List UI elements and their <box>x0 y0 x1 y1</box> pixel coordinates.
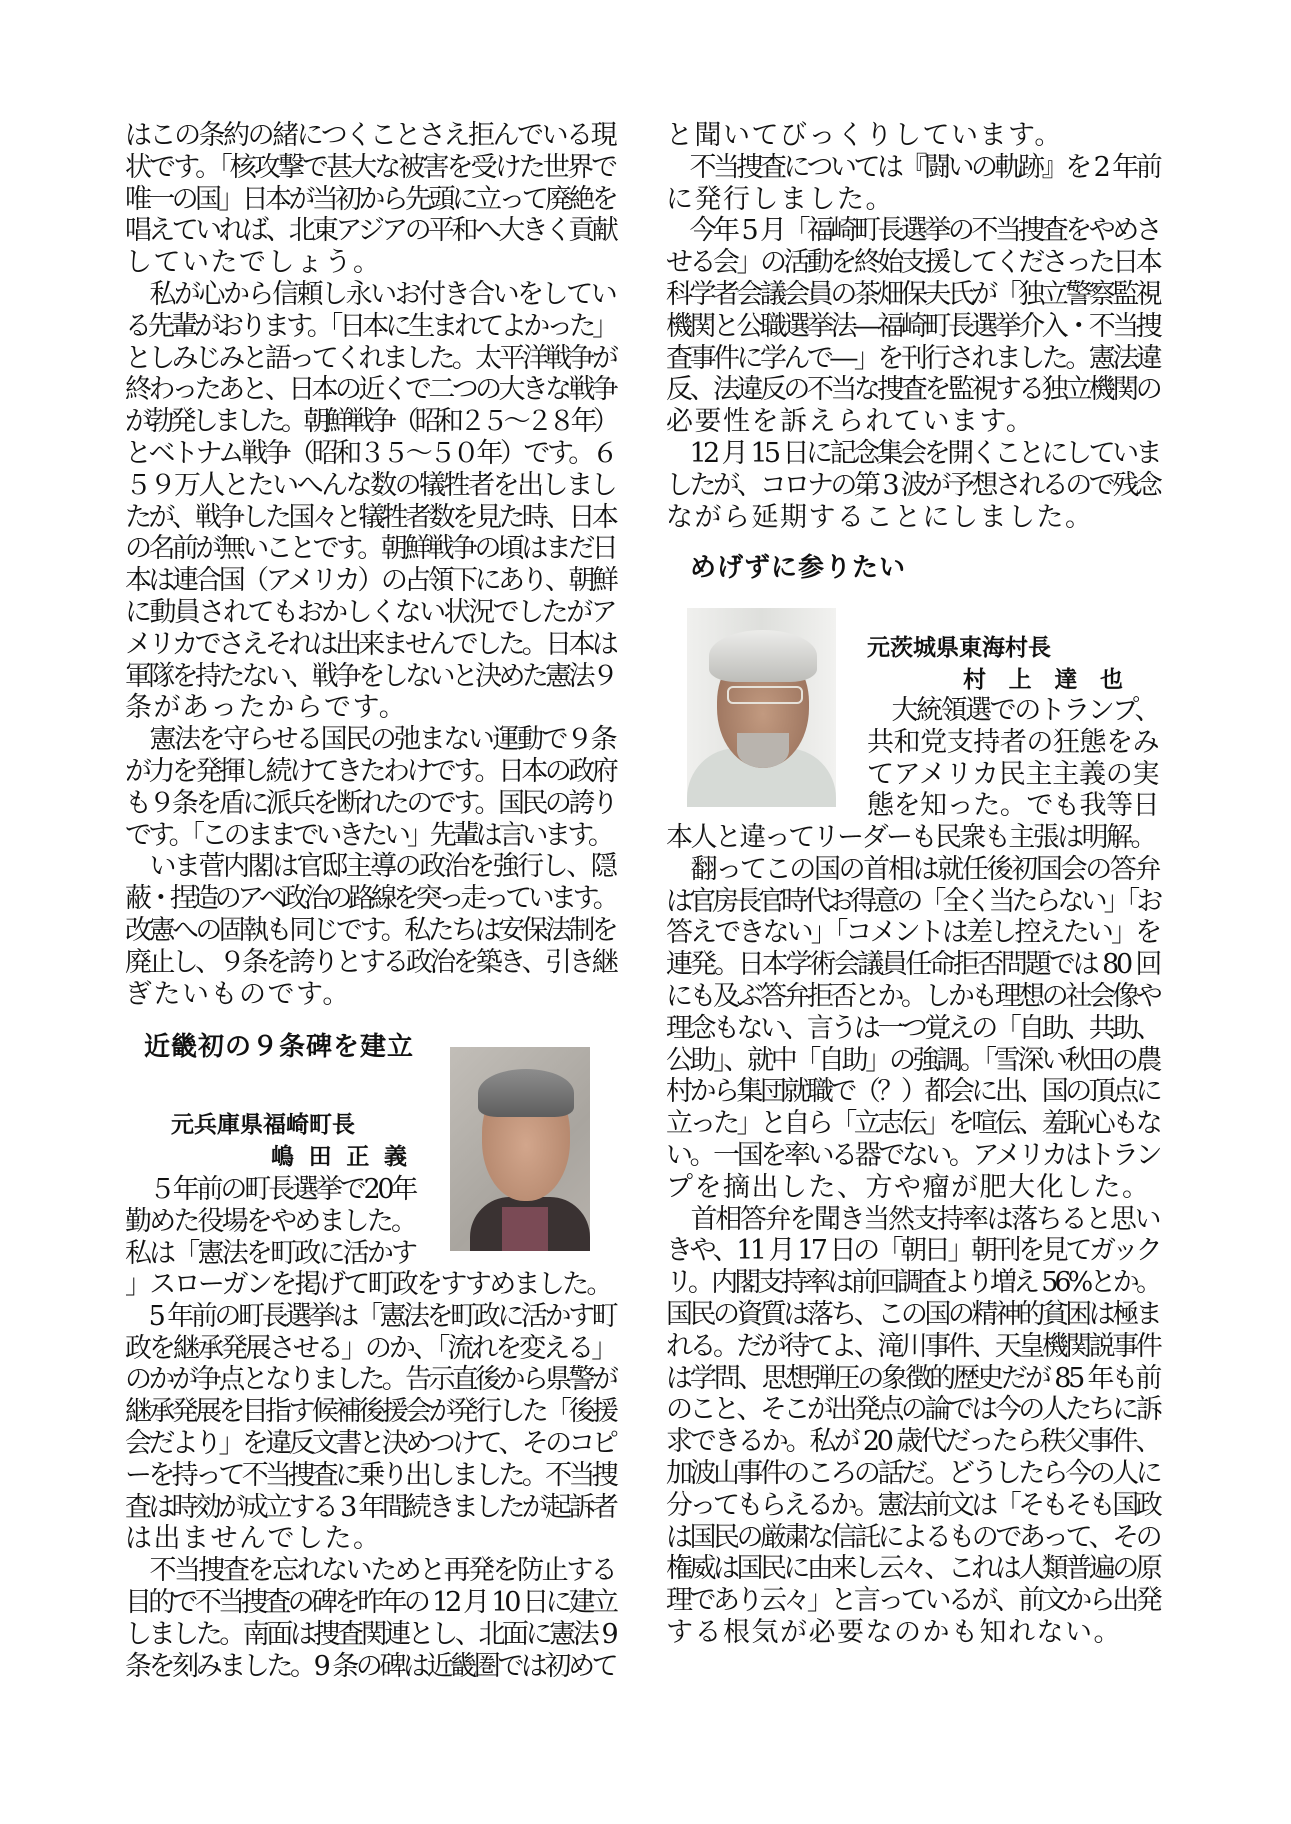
text-line: 査は時効が成立する 3 年間続きましたが起訴者 <box>125 1491 615 1523</box>
hair <box>709 630 817 682</box>
text-line: としみじみと語ってくれました。太平洋戦争が <box>125 342 615 374</box>
paragraph <box>125 279 615 724</box>
paragraph <box>666 1204 1159 1649</box>
text-line: プを摘出した、方や瘤が肥大化した。 <box>666 1171 1151 1203</box>
text-line: は学問、思想弾圧の象徴的歴史だが 85 年も前 <box>666 1362 1159 1394</box>
beard <box>737 733 789 768</box>
text-line: れる。だが待てよ、滝川事件、天皇機関説事件 <box>666 1330 1159 1362</box>
text-line: は官房長官時代お得意の「全く当たらない」「お <box>666 885 1159 917</box>
text-line: せる会」の活動を終始支援してくださった日本 <box>666 247 1159 279</box>
text-line: 継承発展を目指す候補後援会が発行した「後援 <box>125 1396 615 1428</box>
paragraph <box>666 215 1159 438</box>
left-column-text <box>125 120 615 1010</box>
text-line: に発行しました。 <box>666 183 894 215</box>
text-line: 条を刻みました。9 条の碑は近畿圏では初めて <box>125 1650 615 1682</box>
name-char: 上 <box>1008 667 1032 693</box>
article2-wrap-text <box>867 695 1159 822</box>
text-line: 唯一の国」日本が当初から先頭に立って廃絶を <box>125 183 615 215</box>
article2-heading: めげずに参りたい <box>690 553 907 583</box>
paragraph <box>125 1301 615 1555</box>
text-line: いま菅内閣は官邸主導の政治を強行し、隠 <box>125 851 615 883</box>
paragraph <box>125 1174 415 1269</box>
text-line: 答えできない」「コメントは差し控えたい」を <box>666 917 1159 949</box>
text-line: 私は「憲法を町政に活かす <box>125 1237 415 1269</box>
article1-author-name <box>271 1142 407 1172</box>
paragraph <box>125 724 615 851</box>
text-line: 村から集団就職で（？）都会に出、国の頂点に <box>666 1076 1159 1108</box>
text-line: 翻ってこの国の首相は就任後初国会の答弁 <box>666 853 1159 885</box>
text-line: ーを持って不当捜査に乗り出しました。不当捜 <box>125 1459 615 1491</box>
text-line: たが、戦争した国々と犠牲者数を見た時、日本 <box>125 501 615 533</box>
article2-author-title: 元茨城県東海村長 <box>867 635 1051 661</box>
text-line: の名前が無いことです。朝鮮戦争の頃はまだ日 <box>125 533 615 565</box>
article1-continued-text <box>125 1555 615 1682</box>
text-line: 蔽・捏造のアベ政治の路線を突っ走っています。 <box>125 883 615 915</box>
text-line: 本は連合国（アメリカ）の占領下にあり、朝鮮 <box>125 565 615 597</box>
right-column-text <box>666 120 1159 533</box>
text-line: ５年前の町長選挙で20年 <box>125 1174 415 1205</box>
text-line: に動員されてもおかしくない状況でしたがア <box>125 596 615 628</box>
text-line: 必要性を訴えられています。 <box>666 406 1035 438</box>
text-line: は国民の厳粛な信託によるものであって、その <box>666 1521 1159 1553</box>
text-line: 理念もない、言うは一つ覚えの「自助、共助、 <box>666 1012 1159 1044</box>
text-line: する根気が必要なのかも知れない。 <box>666 1616 1122 1648</box>
text-line: 会だより」を違反文書と決めつけて、そのコピ <box>125 1427 615 1459</box>
text-line: ５９万人とたいへんな数の犠牲者を出しまし <box>125 469 615 501</box>
text-line: したが、コロナの第 3 波が予想されるので残念 <box>666 469 1159 501</box>
name-char: 田 <box>308 1144 332 1170</box>
text-line: 12 月 15 日に記念集会を開くことにしていま <box>666 437 1159 469</box>
text-line: 連発。日本学術会議員任命拒否問題では 80 回 <box>666 949 1159 981</box>
paragraph <box>666 152 1159 216</box>
text-line: 不当捜査を忘れないためと再発を防止する <box>125 1555 615 1587</box>
name-char: 正 <box>346 1144 370 1170</box>
name-char: 達 <box>1054 667 1078 693</box>
paragraph <box>125 120 615 279</box>
text-line: 態を知った。でも我等日 <box>867 790 1159 822</box>
text-line: ぎたいものです。 <box>125 978 351 1010</box>
text-line: 国民の資質は落ち、この国の精神的貧困は極ま <box>666 1298 1159 1330</box>
article1-wrap-text <box>125 1174 415 1269</box>
text-line: 状です。「核攻撃で甚大な被害を受けた世界で <box>125 151 615 183</box>
text-line: していたでしょう。 <box>125 247 382 279</box>
text-line: が勃発しました。朝鮮戦争（昭和２５～２８年） <box>125 406 615 438</box>
text-line: です。「このままでいきたい」先輩は言います。 <box>125 819 611 851</box>
paragraph <box>666 822 1159 854</box>
name-char: 義 <box>383 1144 407 1170</box>
text-line: 改憲への固執も同じです。私たちは安保法制を <box>125 914 615 946</box>
text-line: 」スローガンを掲げて町政をすすめました。 <box>125 1269 611 1300</box>
article2-author-name <box>963 665 1123 695</box>
text-line: い。一国を率いる器でない。アメリカはトラン <box>666 1139 1159 1171</box>
text-line: のかが争点となりました。告示直後から県警が <box>125 1364 615 1396</box>
text-line: 大統領選でのトランプ、 <box>867 695 1159 726</box>
text-line: きや、11 月 17 日の「朝日」朝刊を見てガック <box>666 1235 1159 1267</box>
text-line: が力を発揮し続けてきたわけです。日本の政府 <box>125 755 615 787</box>
text-line: 理であり云々」と言っているが、前文から出発 <box>666 1585 1159 1617</box>
name-char: 嶋 <box>271 1144 294 1170</box>
text-line: 5 年前の町長選挙は「憲法を町政に活かす町 <box>125 1300 615 1332</box>
text-line: 廃止し、９条を誇りとする政治を築き、引き継 <box>125 946 615 978</box>
text-line: 加波山事件のころの話だ。どうしたら今の人に <box>666 1457 1159 1489</box>
text-line: 立った」と自ら「立志伝」を喧伝、羞恥心もな <box>666 1108 1159 1140</box>
text-line: と聞いてびっくりしています。 <box>666 120 1063 151</box>
text-line: は出ませんでした。 <box>125 1523 382 1555</box>
text-line: 査事件に学んで―」を刊行されました。憲法違 <box>666 342 1159 374</box>
name-char: 也 <box>1099 667 1123 693</box>
text-line: 科学者会議会員の茶畑保夫氏が「独立警察監視 <box>666 278 1159 310</box>
article2-body-text <box>666 822 1159 1649</box>
text-line: る先輩がおります。「日本に生まれてよかった」 <box>125 310 615 342</box>
text-line: 唱えていれば、北東アジアの平和へ大きく貢献 <box>125 215 615 247</box>
article2-author-photo <box>687 608 836 807</box>
article1-author-title: 元兵庫県福崎町長 <box>171 1112 355 1138</box>
text-line: 憲法を守らせる国民の弛まない運動で９条 <box>125 724 615 756</box>
text-line: 権威は国民に由来し云々、これは人類普遍の原 <box>666 1553 1159 1585</box>
paragraph <box>666 854 1159 1204</box>
paragraph <box>125 851 615 1010</box>
article1-author-photo <box>450 1047 590 1251</box>
glasses <box>727 686 803 704</box>
name-char: 村 <box>963 667 986 693</box>
paragraph <box>666 120 1159 152</box>
text-line: 政を継承発展させる」のか、「流れを変える」 <box>125 1332 615 1364</box>
text-line: 機関と公職選挙法―福崎町長選挙介入・不当捜 <box>666 310 1159 342</box>
shirt <box>502 1207 548 1251</box>
paragraph <box>125 1555 615 1682</box>
text-line: 今年 5 月「福崎町長選挙の不当捜査をやめさ <box>666 215 1159 247</box>
text-line: 終わったあと、日本の近くで二つの大きな戦争 <box>125 374 615 406</box>
text-line: 勤めた役場をやめました。 <box>125 1205 415 1237</box>
text-line: 私が心から信頼し永いお付き合いをしてい <box>125 278 615 310</box>
text-line: リ。内閣支持率は前回調査より増え 56%とか。 <box>666 1267 1159 1299</box>
text-line: 条があったからです。 <box>125 692 408 724</box>
text-line: はこの条約の緒につくことさえ拒んでいる現 <box>125 120 615 151</box>
paragraph <box>125 1269 615 1301</box>
text-line: 分ってもらえるか。憲法前文は「そもそも国政 <box>666 1489 1159 1521</box>
text-line: にも及ぶ答弁拒否とか。しかも理想の社会像や <box>666 980 1159 1012</box>
text-line: のこと、そこが出発点の論では今の人たちに訴 <box>666 1394 1159 1426</box>
text-line: 公助」、就中「自助」の強調。「雪深い秋田の農 <box>666 1044 1159 1076</box>
text-line: 反、法違反の不当な捜査を監視する独立機関の <box>666 374 1159 406</box>
text-line: メリカでさえそれは出来ませんでした。日本は <box>125 628 615 660</box>
paragraph <box>666 438 1159 533</box>
text-line: 軍隊を持たない、戦争をしないと決めた憲法９ <box>125 660 615 692</box>
article1-body-text <box>125 1269 615 1555</box>
text-line: しました。南面は捜査関連とし、北面に憲法 9 <box>125 1618 615 1650</box>
hair <box>478 1069 574 1117</box>
text-line: 目的で不当捜査の碑を昨年の 12 月 10 日に建立 <box>125 1586 615 1618</box>
text-line: 求できるか。私が 20 歳代だったら秩父事件、 <box>666 1426 1159 1458</box>
text-line: も９条を盾に派兵を断れたのです。国民の誇り <box>125 787 615 819</box>
article1-heading: 近畿初の９条碑を建立 <box>144 1032 415 1062</box>
text-line: 不当捜査については『闘いの軌跡』を 2 年前 <box>666 151 1159 183</box>
paragraph <box>867 695 1159 822</box>
text-line: ながら延期することにしました。 <box>666 501 1094 533</box>
article1-body <box>125 1269 615 1682</box>
text-line: 共和党支持者の狂態をみ <box>867 726 1159 758</box>
text-line: とベトナム戦争（昭和３５～５０年）です。６ <box>125 437 615 469</box>
text-line: 本人と違ってリーダーも民衆も主張は明解。 <box>666 822 1155 853</box>
text-line: てアメリカ民主主義の実 <box>867 758 1159 790</box>
text-line: 首相答弁を聞き当然支持率は落ちると思い <box>666 1203 1159 1235</box>
